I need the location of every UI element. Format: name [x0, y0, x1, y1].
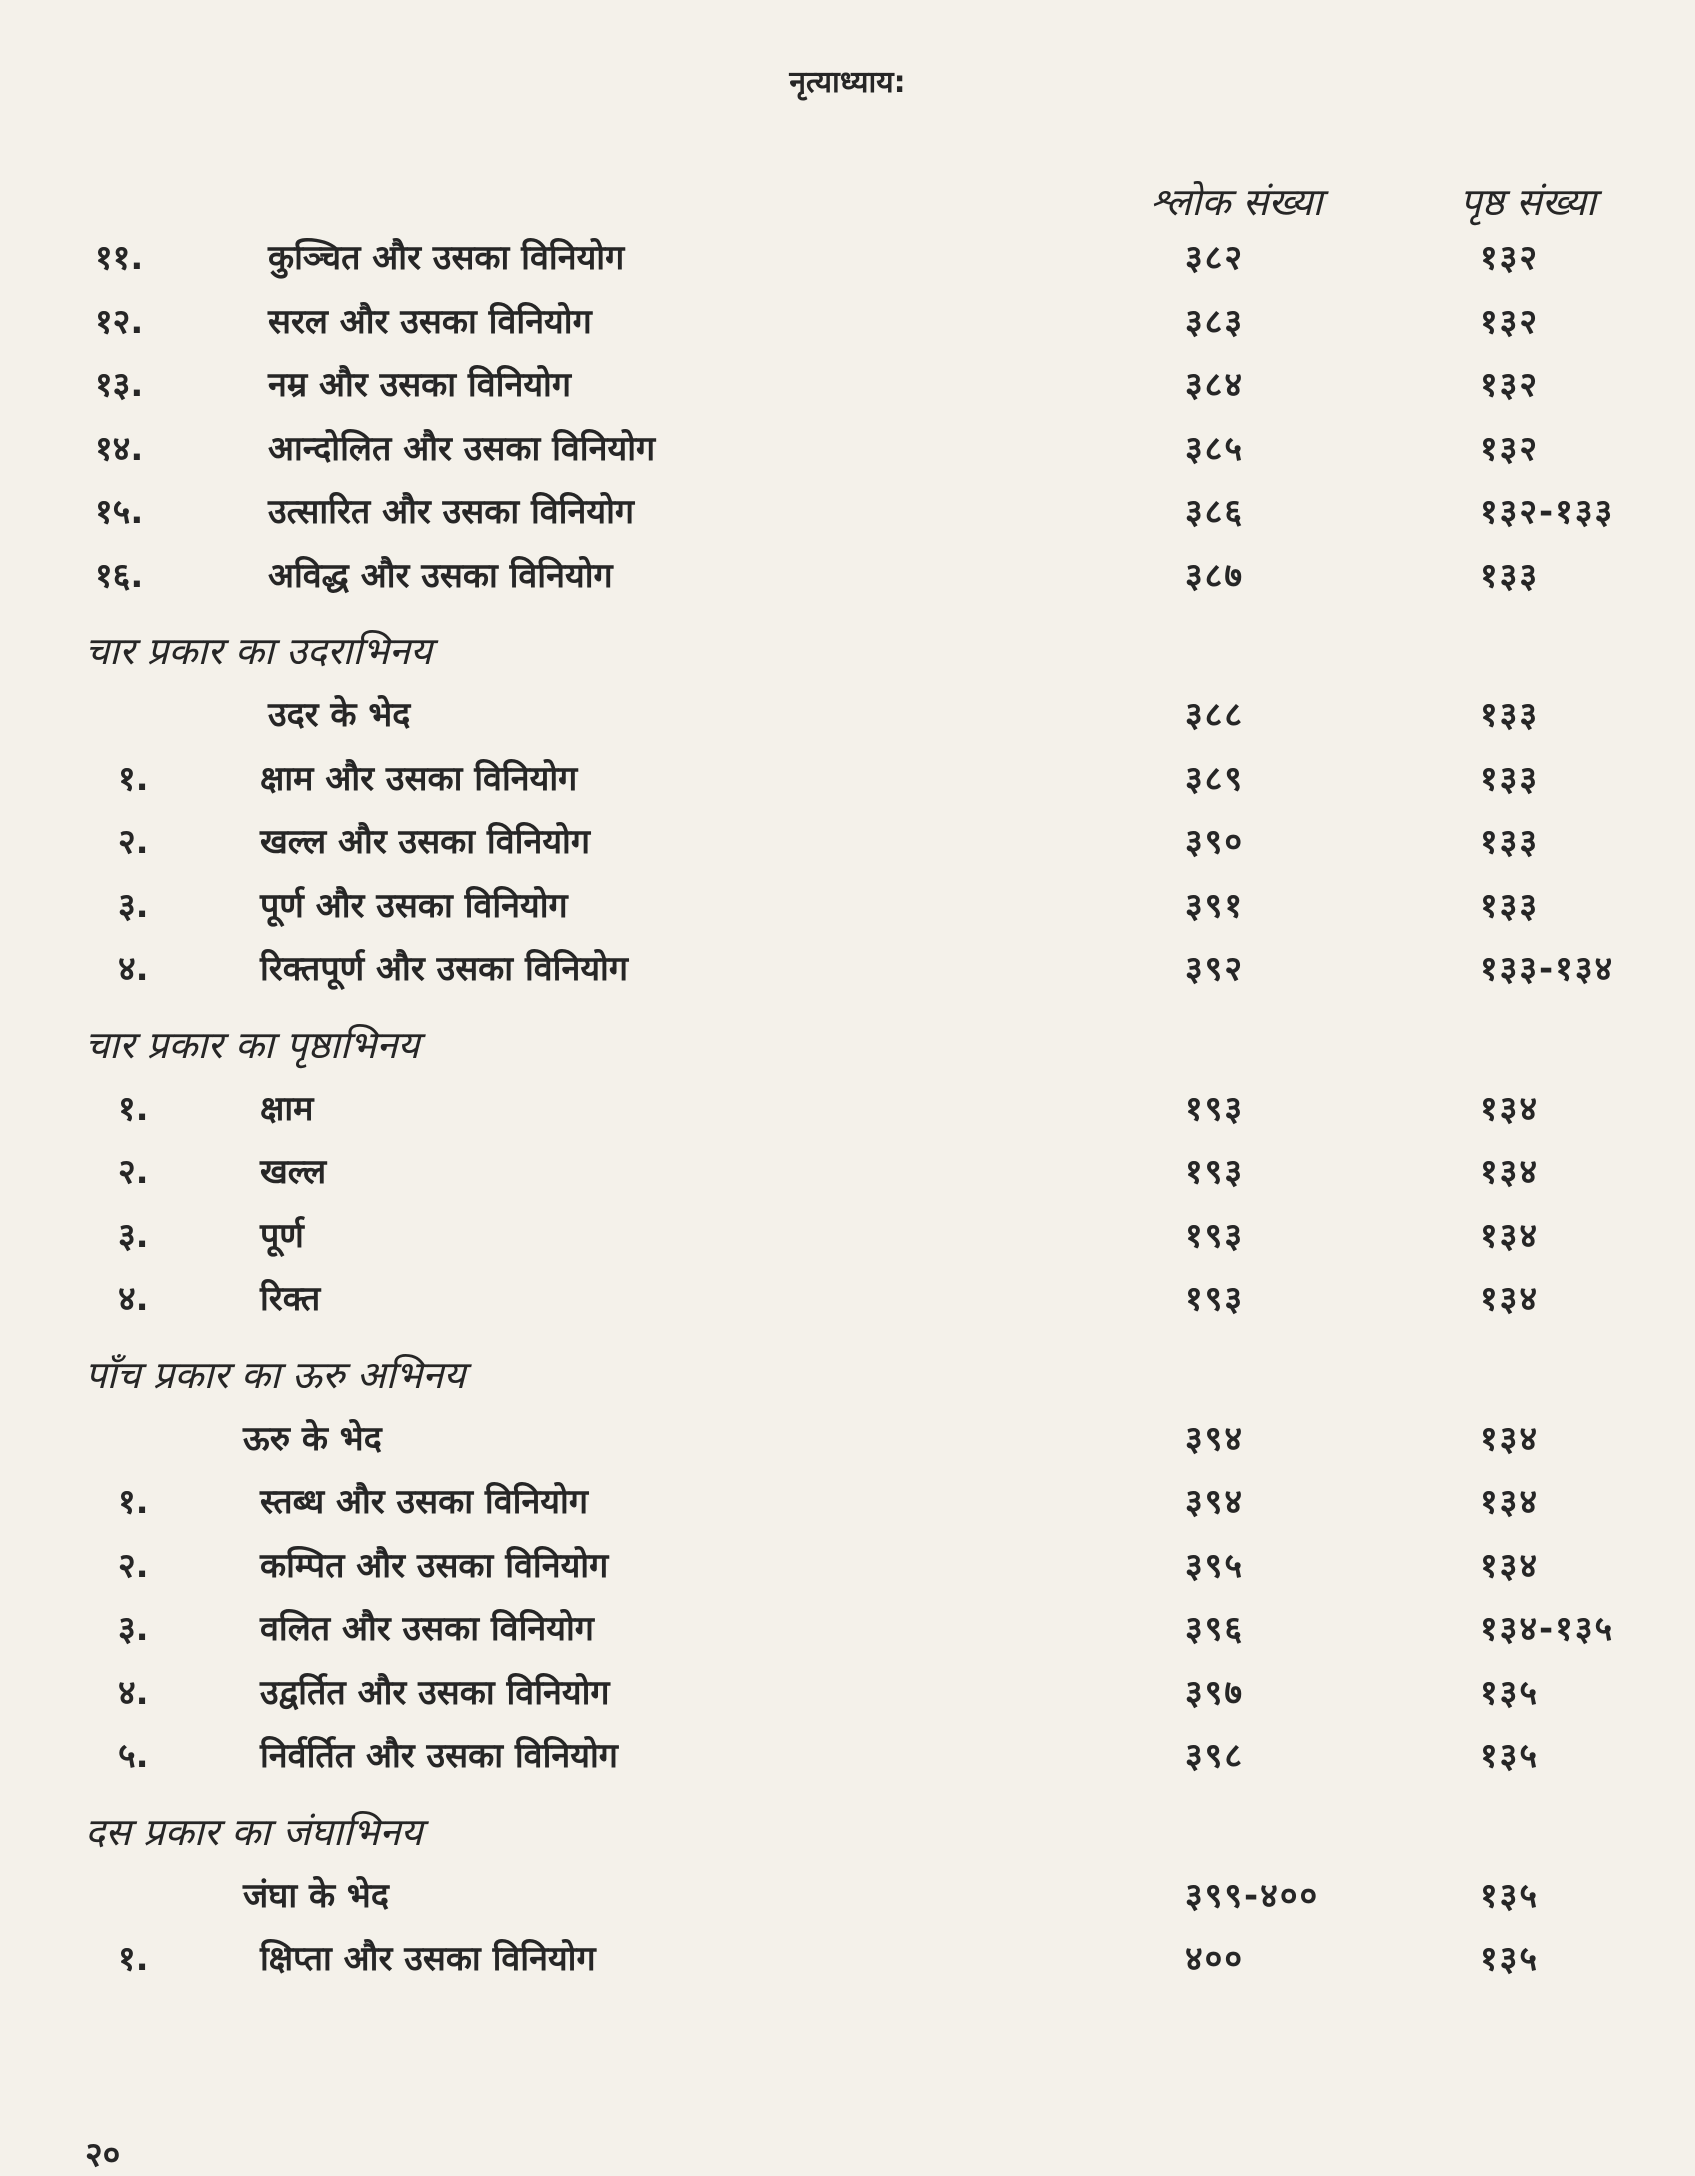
- toc-row: [0, 416, 1695, 480]
- item-label: जंघा के भेद: [243, 1875, 389, 1916]
- page-number: १३४: [1480, 1545, 1540, 1586]
- item-number: २.: [118, 822, 149, 862]
- footer-page-number: २०: [85, 2135, 121, 2175]
- shloka-number: ३९१: [1185, 885, 1245, 926]
- shloka-number: ४००: [1185, 1939, 1245, 1979]
- page-number: १३४: [1480, 1418, 1540, 1459]
- page-number: १३२: [1480, 428, 1540, 469]
- toc-row: [0, 936, 1695, 1000]
- toc-row-subheading: [0, 682, 1695, 746]
- item-number: ११.: [95, 238, 144, 278]
- shloka-number: ३८८: [1185, 695, 1245, 735]
- page-title: नृत्याध्याय:: [789, 65, 906, 100]
- toc-row: [0, 809, 1695, 873]
- toc-row: [0, 1203, 1695, 1267]
- toc-row: [0, 1533, 1695, 1597]
- section-heading-uru: [0, 1330, 1695, 1406]
- item-number: १.: [118, 1482, 149, 1522]
- item-label: क्षिप्ता और उसका विनियोग: [260, 1939, 596, 1979]
- shloka-number: ३९९-४००: [1185, 1875, 1320, 1916]
- item-number: १४.: [95, 428, 144, 469]
- item-number: १.: [118, 1939, 149, 1979]
- item-label: उद्वर्तित और उसका विनियोग: [260, 1672, 610, 1713]
- shloka-number: ३८४: [1185, 365, 1245, 405]
- toc-row-subheading: [0, 1863, 1695, 1927]
- toc-row: [0, 289, 1695, 353]
- shloka-number: १९३: [1185, 1215, 1245, 1256]
- shloka-number: ३८५: [1185, 428, 1245, 469]
- toc-row: [0, 352, 1695, 416]
- page-number: १३२: [1480, 301, 1540, 342]
- item-label: रिक्त: [260, 1279, 321, 1319]
- item-label: पूर्ण: [260, 1215, 304, 1256]
- section-title: चार प्रकार का उदराभिनय: [85, 629, 433, 673]
- page-number: १३२-१३३: [1480, 492, 1615, 532]
- item-number: १२.: [95, 301, 144, 342]
- page-number: १३३: [1480, 885, 1540, 926]
- table-of-contents: [0, 225, 1695, 1990]
- item-label: सरल और उसका विनियोग: [268, 301, 592, 342]
- shloka-number: १९३: [1185, 1152, 1245, 1192]
- section-title: पाँच प्रकार का ऊरु अभिनय: [85, 1352, 466, 1397]
- section-heading-jangha: [0, 1787, 1695, 1863]
- toc-row: [0, 1660, 1695, 1724]
- toc-row: [0, 746, 1695, 810]
- item-number: १३.: [95, 365, 144, 405]
- shloka-number: ३९५: [1185, 1545, 1245, 1586]
- shloka-number: ३९४: [1185, 1482, 1245, 1522]
- page-number: १३३: [1480, 758, 1540, 799]
- item-number: १.: [118, 1088, 149, 1129]
- toc-row: [0, 1139, 1695, 1203]
- column-header-page: पृष्ठ संख्या: [1460, 180, 1596, 224]
- item-label: निर्वर्तित और उसका विनियोग: [260, 1736, 618, 1776]
- shloka-number: ३८७: [1185, 555, 1245, 596]
- item-label: खल्ल: [260, 1152, 327, 1192]
- item-number: २.: [118, 1545, 149, 1586]
- toc-row: [0, 543, 1695, 607]
- item-label: आन्दोलित और उसका विनियोग: [268, 428, 656, 469]
- item-label: रिक्तपूर्ण और उसका विनियोग: [260, 949, 628, 989]
- page-number: १३४: [1480, 1482, 1540, 1522]
- shloka-number: ३८९: [1185, 758, 1245, 799]
- page-number: १३२: [1480, 238, 1540, 278]
- shloka-number: ३८२: [1185, 238, 1245, 278]
- item-number: २.: [118, 1152, 149, 1192]
- section-heading-udara: [0, 606, 1695, 682]
- item-label: उदर के भेद: [268, 695, 411, 735]
- toc-row: [0, 1469, 1695, 1533]
- toc-row: [0, 1596, 1695, 1660]
- item-number: १.: [118, 758, 149, 799]
- item-label: क्षाम: [260, 1088, 314, 1129]
- item-label: अविद्ध और उसका विनियोग: [268, 555, 613, 596]
- page-number: १३४: [1480, 1152, 1540, 1192]
- item-number: ४.: [118, 1672, 149, 1713]
- section-title: दस प्रकार का जंघाभिनय: [85, 1809, 423, 1854]
- page-number: १३५: [1480, 1736, 1540, 1776]
- page-number: १३५: [1480, 1672, 1540, 1713]
- toc-row: [0, 1076, 1695, 1140]
- toc-row: [0, 479, 1695, 543]
- shloka-number: ३८६: [1185, 492, 1245, 532]
- toc-row-subheading: [0, 1406, 1695, 1470]
- item-number: ५.: [118, 1736, 149, 1776]
- page-number: १३३: [1480, 822, 1540, 862]
- toc-row: [0, 225, 1695, 289]
- shloka-number: ३९६: [1185, 1609, 1245, 1649]
- page-number: १३४: [1480, 1279, 1540, 1319]
- shloka-number: ३९२: [1185, 949, 1245, 989]
- item-number: १५.: [95, 492, 144, 532]
- page-number: १३४: [1480, 1088, 1540, 1129]
- item-label: कुञ्चित और उसका विनियोग: [268, 238, 625, 278]
- item-label: नम्र और उसका विनियोग: [268, 365, 571, 405]
- shloka-number: ३९८: [1185, 1736, 1245, 1776]
- item-label: क्षाम और उसका विनियोग: [260, 758, 578, 799]
- item-number: ३.: [118, 1215, 149, 1256]
- item-number: १६.: [95, 555, 144, 596]
- page-number: १३४: [1480, 1215, 1540, 1256]
- page-number: १३३: [1480, 695, 1540, 735]
- shloka-number: १९३: [1185, 1279, 1245, 1319]
- item-label: स्तब्ध और उसका विनियोग: [260, 1482, 588, 1522]
- column-header-shloka: श्लोक संख्या: [1150, 180, 1323, 224]
- item-number: ३.: [118, 1609, 149, 1649]
- shloka-number: ३९०: [1185, 822, 1245, 862]
- page-number: १३३-१३४: [1480, 949, 1615, 989]
- toc-row: [0, 873, 1695, 937]
- section-title: चार प्रकार का पृष्ठाभिनय: [85, 1022, 420, 1067]
- shloka-number: ३८३: [1185, 301, 1245, 342]
- page-number: १३२: [1480, 365, 1540, 405]
- toc-row: [0, 1723, 1695, 1787]
- shloka-number: ३९७: [1185, 1672, 1245, 1713]
- section-heading-prishtha: [0, 1000, 1695, 1076]
- item-label: उत्सारित और उसका विनियोग: [268, 492, 635, 532]
- toc-row: [0, 1926, 1695, 1990]
- shloka-number: १९३: [1185, 1088, 1245, 1129]
- page-number: १३५: [1480, 1875, 1540, 1916]
- page-number: १३३: [1480, 555, 1540, 596]
- item-label: कम्पित और उसका विनियोग: [260, 1545, 609, 1586]
- item-label: वलित और उसका विनियोग: [260, 1609, 594, 1649]
- item-label: पूर्ण और उसका विनियोग: [260, 885, 568, 926]
- page-number: १३४-१३५: [1480, 1609, 1615, 1649]
- item-number: ४.: [118, 949, 149, 989]
- item-number: ४.: [118, 1279, 149, 1319]
- item-number: ३.: [118, 885, 149, 926]
- shloka-number: ३९४: [1185, 1418, 1245, 1459]
- toc-row: [0, 1266, 1695, 1330]
- item-label: ऊरु के भेद: [243, 1418, 382, 1459]
- page-number: १३५: [1480, 1939, 1540, 1979]
- item-label: खल्ल और उसका विनियोग: [260, 822, 590, 862]
